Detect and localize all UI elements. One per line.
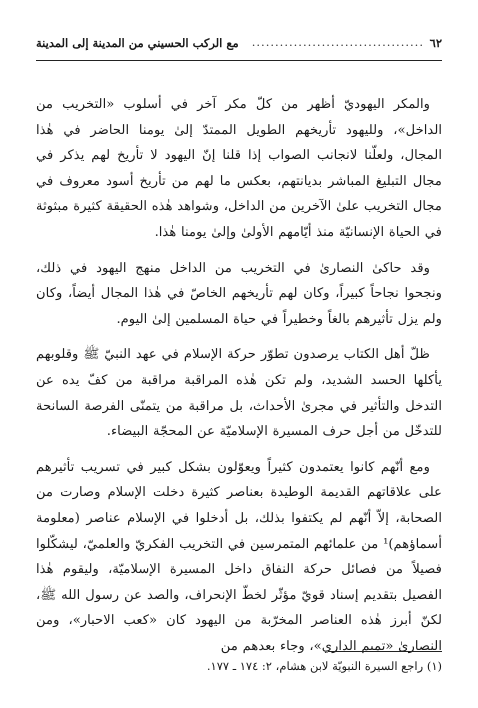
running-header [36,34,442,56]
header-rule [36,60,442,61]
paragraph-3: ظلّ أهل الكتاب يرصدون تطوّر حركة الإسلام في عهد النبيّ ﷺ وقلوبهم يأكلها الحسد الشديد، ولم تكن هٰذه المراقبة مراقبة من كفّ يده عن التدخل والتأثير في مجرىٰ الأحداث، بل مراقبة من يتمنّى الفرصة السانحة للتدخّل من أجل حرف المسيرة الإسلاميّة عن المحجّة البيضاء. [36,347,442,440]
paragraph-1: والمكر اليهوديّ أظهر من كلّ مكر آخر في أسلوب «التخريب من الداخل»، ولليهود تأريخهم الطويل الممتدّ إلىٰ يومنا الحاضر في هٰذا المجال، ولعلّنا لانجانب الصواب إذا قلنا إنّ اليهود لا تأريخ لهم يذكر في مجال التبليغ المباشر بديانتهم، بعكس ما لهم من تأريخ أسود معروف في مجال التخريب علىٰ الآخرين من الداخل، وشواهد هٰذه الحقيقة كثيرة مبثوثة في الحياة الإنسانيّة منذ أيّامهم الأولىٰ وإلىٰ يومنا هٰذا. [36,97,442,240]
footnote-rule [328,651,442,652]
page-number: ٦٢ [429,36,442,50]
paragraph-4: ومع أنّهم كانوا يعتمدون كثيراً ويعوّلون بشكل كبير في تسريب تأثيرهم على علاقاتهم القديمة الوطيدة بعناصر كثيرة دخلت الإسلام وصارت من الصحابة، إلاّ أنّهم لم يكتفوا بذلك، بل أدخلوا في الإسلام عناصر (معلومة أسماؤهم)¹ من علمائهم المتمرسين في التخريب الفكريّ والعلميّ، ليشكّلوا فصيلاً من فصائل حركة النفاق داخل المسيرة الإسلاميّة، وليقوم هٰذا الفصيل بتقديم إسناد قويّ مؤثّر لخطّ الإنحراف، والصد عن رسول الله ﷺ، لكنّ أبرز هٰذه العناصر المخرّبة من اليهود كان «كعب الاحبار»، ومن النصارىٰ «تميم الداري»، وجاء بعدهم من [36,459,442,654]
footnote: (١) راجع السيرة النبويّة لابن هشام، ٢: ١٧٤ ـ ١٧٧. [206,659,442,673]
body-text [36,92,442,669]
running-title: مع الركب الحسيني من المدينة إلى المدينة [36,36,239,50]
paragraph-2: وقد حاكىٰ النصارىٰ في التخريب من الداخل منهج اليهود في ذلك، ونجحوا نجاحاً كبيراً، وكان لهم تأريخهم الخاصّ في هٰذا المجال أيضاً، وكان ولم يزل تأثيرهم بالغاً وخطيراً في حياة المسلمين إلىٰ اليوم. [36,260,442,327]
header-dot-leader: ..................................... [251,35,424,49]
